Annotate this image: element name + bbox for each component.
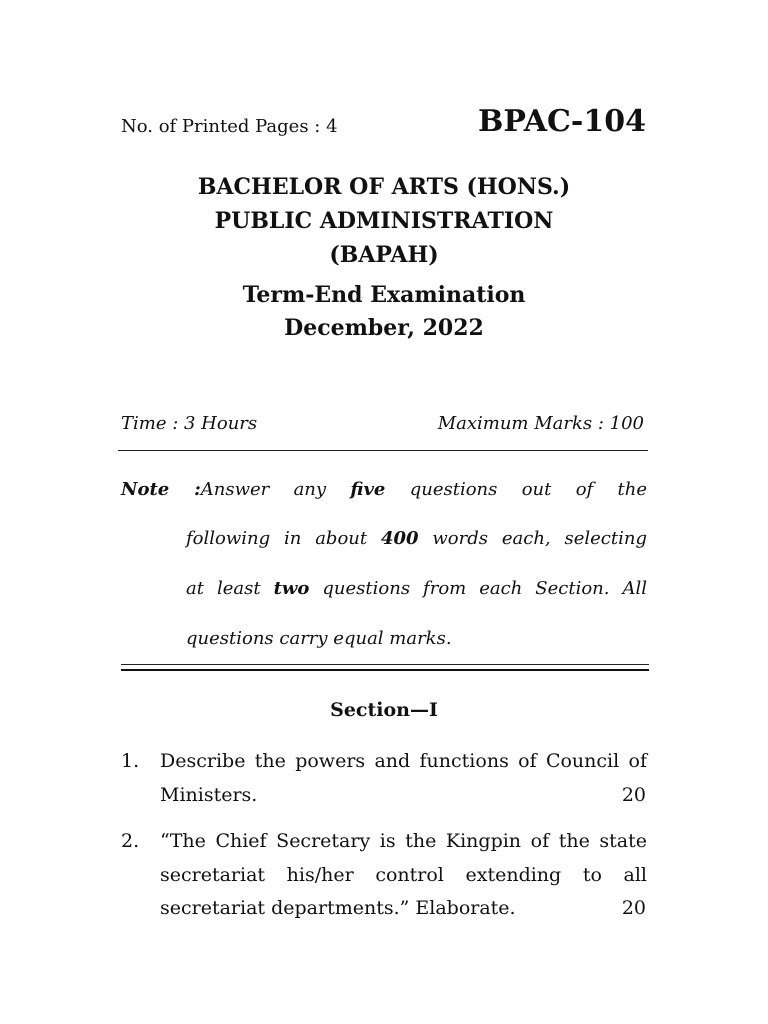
note-line-3 <box>186 578 647 599</box>
note-text: questions out of the <box>385 479 647 500</box>
course-code: BPAC-104 <box>478 104 646 139</box>
note-line-1 <box>121 479 647 500</box>
divider <box>118 450 648 451</box>
question-text: Describe the powers and functions of Council of <box>160 750 647 772</box>
question-text: secretariat his/her control extending to all <box>160 864 647 886</box>
note-emphasis: five <box>350 479 386 500</box>
question-number: 2. <box>121 830 140 852</box>
exam-name: Term-End Examination <box>242 282 526 308</box>
question-marks: 20 <box>621 897 646 919</box>
note-text: Answer any <box>200 479 351 500</box>
printed-pages: No. of Printed Pages : 4 <box>121 116 338 137</box>
question-text: Ministers. <box>160 784 258 806</box>
question-number: 1. <box>121 750 140 772</box>
note-text: words each, selecting <box>418 528 647 549</box>
section-title: Section—I <box>330 699 438 721</box>
maximum-marks: Maximum Marks : 100 <box>437 413 644 434</box>
degree-title: BACHELOR OF ARTS (HONS.) <box>197 174 571 200</box>
double-divider-bottom <box>121 669 649 671</box>
question-text: secretariat departments.” Elaborate. <box>160 897 516 919</box>
programme-code: (BAPAH) <box>329 242 439 268</box>
note-text: at least <box>186 578 274 599</box>
exam-date: December, 2022 <box>284 315 484 341</box>
question-text: “The Chief Secretary is the Kingpin of the state <box>160 830 647 852</box>
note-emphasis: 400 <box>380 528 419 549</box>
time-allowed: Time : 3 Hours <box>121 413 258 434</box>
note-text: following in about <box>186 528 381 549</box>
programme-title: PUBLIC ADMINISTRATION <box>214 208 554 234</box>
note-emphasis: two <box>273 578 310 599</box>
double-divider-top <box>121 664 649 665</box>
question-marks: 20 <box>621 784 646 806</box>
note-line-4: questions carry equal marks. <box>186 628 452 649</box>
note-line-2 <box>186 528 647 549</box>
note-label: Note : <box>121 479 201 500</box>
note-text: questions from each Section. All <box>309 578 647 599</box>
